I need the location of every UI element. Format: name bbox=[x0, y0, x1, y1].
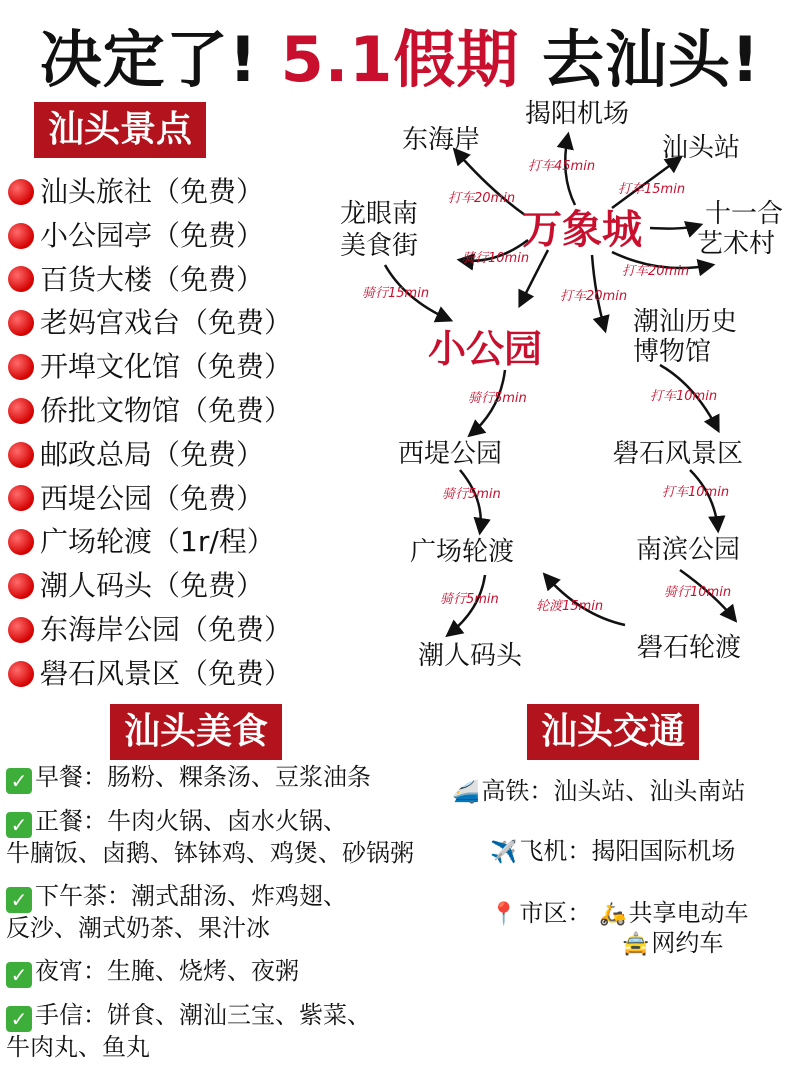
food-line2: 牛腩饭、卤鹅、钵钵鸡、鸡煲、砂锅粥 bbox=[6, 839, 414, 867]
food-item bbox=[6, 1000, 486, 1063]
checkmark-icon: ✓ bbox=[6, 1006, 32, 1032]
node-queshilundu: 礐石轮渡 bbox=[637, 633, 742, 663]
food-line2: 反沙、潮式奶茶、果汁冰 bbox=[6, 914, 270, 942]
attraction-label: 西堤公园（免费） bbox=[40, 481, 265, 515]
food-line1: 早餐：肠粉、粿条汤、豆浆油条 bbox=[35, 763, 371, 791]
node-xidi: 西堤公园 bbox=[398, 439, 503, 469]
edge-label-5: 打车20min bbox=[560, 289, 628, 304]
food-line2: 牛肉丸、鱼丸 bbox=[6, 1033, 150, 1061]
node-donghaian: 东海岸 bbox=[402, 125, 481, 155]
checkmark-icon: ✓ bbox=[6, 812, 32, 838]
attraction-label: 东海岸公园（免费） bbox=[40, 612, 293, 646]
node-guangchang: 广场轮渡 bbox=[410, 537, 515, 567]
food-item bbox=[6, 806, 486, 869]
arrow-to-shiyihe bbox=[650, 225, 700, 229]
transport-plane bbox=[490, 836, 735, 868]
node-nanbin: 南滨公园 bbox=[636, 535, 741, 565]
attractions-heading: 汕头景点 bbox=[34, 102, 206, 158]
attraction-label: 邮政总局（免费） bbox=[40, 437, 265, 471]
food-line1: 下午茶：潮式甜汤、炸鸡翅、 bbox=[35, 882, 347, 910]
attraction-label: 礐石风景区（免费） bbox=[40, 656, 293, 690]
attraction-label: 开埠文化馆（免费） bbox=[40, 350, 293, 384]
attraction-label: 小公园亭（免费） bbox=[40, 218, 265, 252]
edge-label-7: 骑行15min bbox=[362, 286, 430, 301]
pin-icon: 📍 bbox=[490, 902, 518, 927]
node-jieyang: 揭阳机场 bbox=[525, 99, 630, 129]
scooter-icon: 🛵 bbox=[599, 902, 627, 927]
edge-label-4: 骑行10min bbox=[462, 251, 530, 266]
food-line1: 手信：饼食、潮汕三宝、紫菜、 bbox=[35, 1001, 371, 1029]
title-part1: 决定了! bbox=[39, 23, 258, 96]
checkmark-icon: ✓ bbox=[6, 887, 32, 913]
title-part3: 去汕头! bbox=[542, 23, 761, 96]
node-wanxiang: 万象城 bbox=[522, 207, 642, 253]
checkmark-icon: ✓ bbox=[6, 768, 32, 794]
node-longyan-line2: 美食街 bbox=[340, 231, 419, 261]
title-part2: 5.1假期 bbox=[280, 23, 520, 96]
edge-label-11: 打车10min bbox=[662, 485, 730, 500]
transport-city-opt2: 网约车 bbox=[651, 929, 724, 957]
transport-taxi bbox=[622, 928, 723, 960]
node-shantouzhan: 汕头站 bbox=[662, 133, 741, 163]
attraction-label: 广场轮渡（1r/程） bbox=[40, 525, 275, 559]
edge-label-1: 打车20min bbox=[448, 191, 516, 206]
attraction-label: 百货大楼（免费） bbox=[40, 262, 265, 296]
edge-label-10: 骑行5min bbox=[442, 487, 501, 502]
transport-city-label: 市区： bbox=[519, 899, 592, 927]
node-chaoshan-line1: 潮汕历史 bbox=[633, 307, 738, 337]
node-shiyihe-line1: 十一合 bbox=[705, 199, 784, 229]
food-list bbox=[6, 762, 486, 1075]
food-item bbox=[6, 881, 486, 944]
attraction-label: 老妈宫戏台（免费） bbox=[40, 306, 293, 340]
node-longyan-line1: 龙眼南 bbox=[340, 199, 419, 229]
transport-rail bbox=[452, 776, 745, 808]
food-item bbox=[6, 762, 486, 794]
checkmark-icon: ✓ bbox=[6, 962, 32, 988]
food-heading: 汕头美食 bbox=[110, 704, 282, 760]
node-xiaogongyuan: 小公园 bbox=[428, 327, 543, 371]
node-queshi: 礐石风景区 bbox=[613, 439, 744, 469]
edge-label-8: 骑行5min bbox=[468, 391, 527, 406]
edge-label-12: 骑行5min bbox=[440, 592, 499, 607]
food-line1: 正餐：牛肉火锅、卤水火锅、 bbox=[35, 807, 347, 835]
transport-city-opt1: 共享电动车 bbox=[628, 899, 749, 927]
transport-rail-text: 高铁：汕头站、汕头南站 bbox=[481, 777, 746, 805]
transport-plane-text: 飞机：揭阳国际机场 bbox=[519, 837, 736, 865]
food-item bbox=[6, 956, 486, 988]
train-icon: 🚄 bbox=[452, 780, 480, 805]
edge-label-3: 打车15min bbox=[618, 182, 686, 197]
attraction-label: 潮人码头（免费） bbox=[40, 569, 265, 603]
transport-heading: 汕头交通 bbox=[527, 704, 699, 760]
airplane-icon: ✈️ bbox=[490, 840, 518, 865]
food-line1: 夜宵：生腌、烧烤、夜粥 bbox=[35, 957, 299, 985]
edge-label-6: 打车20min bbox=[622, 264, 690, 279]
edge-label-14: 骑行10min bbox=[664, 585, 732, 600]
edge-label-2: 打车45min bbox=[528, 159, 596, 174]
edge-label-9: 打车10min bbox=[650, 389, 718, 404]
arrow-queshi-to-nanbin bbox=[690, 470, 718, 530]
node-shiyihe-line2: 艺术村 bbox=[697, 229, 776, 259]
node-chaoren: 潮人码头 bbox=[418, 641, 523, 671]
attraction-label: 汕头旅社（免费） bbox=[40, 175, 265, 208]
node-chaoshan-line2: 博物馆 bbox=[633, 337, 712, 367]
attraction-label: 侨批文物馆（免费） bbox=[40, 393, 293, 427]
transport-city bbox=[490, 898, 748, 930]
taxi-icon: 🚖 bbox=[622, 932, 650, 957]
edge-label-13: 轮渡15min bbox=[536, 599, 604, 614]
